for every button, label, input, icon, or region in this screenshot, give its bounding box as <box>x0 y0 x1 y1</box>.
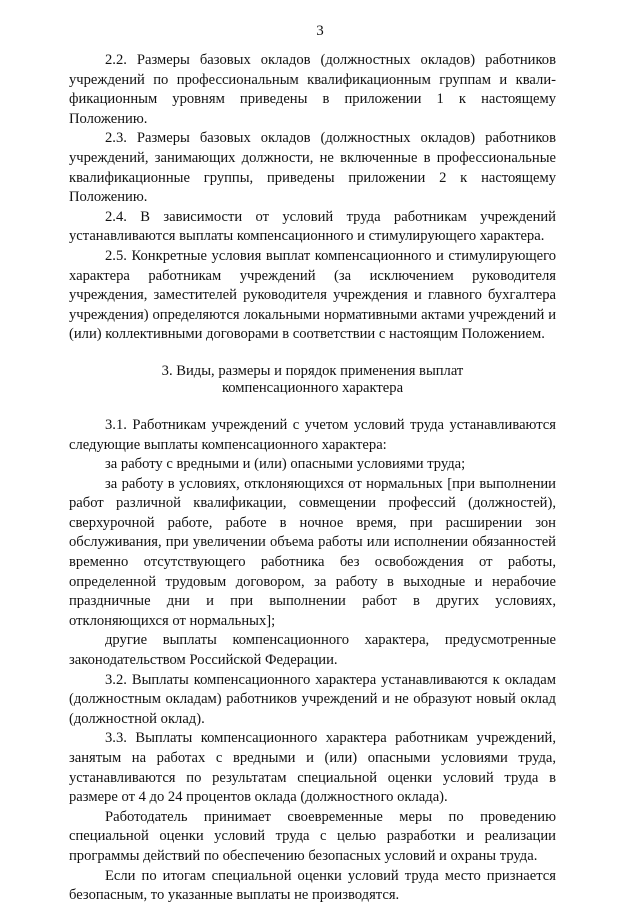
paragraph-2-2: 2.2. Размеры базовых окладов (должностных окладов) работников учреждений по профессиональным квалификационным группам и квалификационным уровням приведены в приложении 1 к настоящему Положению. <box>69 52 556 127</box>
section-heading-line-1: 3. Виды, размеры и порядок применения выплат <box>161 362 464 379</box>
paragraph-2-4: 2.4. В зависимости от условий труда работникам учреждений устанавливаются выплаты компенсационного и стимулирующего характера. <box>69 208 556 245</box>
paragraph-3-1: 3.1. Работникам учреждений с учетом условий труда устанавливаются следующие выплаты компенсационного характера: <box>69 416 556 453</box>
paragraph-2-3: 2.3. Размеры базовых окладов (должностных окладов) работников учреждений, занимающих должности, не включенные в профессиональные квалификационные группы, приведены приложении 2 к настоящему Положению. <box>69 130 556 206</box>
paragraph-safe-workplace: Если по итогам специальной оценки условий труда место признается безопасным, то указанные выплаты не производятся. <box>69 867 556 904</box>
paragraph-3-3: 3.3. Выплаты компенсационного характера работникам учреждений, занятым на работах с вредными и (или) опасными условиями труда, устанавливаются по результатам специальной оценки условий труда в размере от 4 до 24 процентов оклада (должностного оклада). <box>69 730 556 806</box>
paragraph-2-5: 2.5. Конкретные условия выплат компенсационного и стимулирующего характера работникам учреждений (за исключением руководителя учреждения, заместителей руководителя учреждения и главного бухгалтера учреждения) определяются локальными нормативными актами учреждений и (или) коллективными договорами в соответствии с настоящим Положением. <box>69 247 556 343</box>
section-heading-line-2: компенсационного характера <box>221 379 404 396</box>
list-item-hazardous-conditions: за работу с вредными и (или) опасными условиями труда; <box>105 456 466 473</box>
list-item-abnormal-conditions: за работу в условиях, отклоняющихся от нормальных [при выполнении работ различной квалификации, совмещении профессий (должностей), сверхурочной работе, работе в ночное время, при расширении зон обслуживания, при увеличении объема работы или исполнении обязанностей временно отсутствующего работника без освобождения от работы, определенной трудовым договором, за работу в выходные и нерабочие праздничные дни и при выполнении работ в других условиях, отклоняющихся от нормальных]; <box>69 475 556 629</box>
paragraph-3-2: 3.2. Выплаты компенсационного характера устанавливаются к окладам (должностным окладам) работников учреждений и не образуют новый оклад (должностной оклад). <box>69 671 556 727</box>
list-item-other-payments: другие выплаты компенсационного характера, предусмотренные законодательством Российской Федерации. <box>69 632 556 669</box>
document-body <box>69 51 556 906</box>
section-heading <box>69 363 556 397</box>
paragraph-employer-measures: Работодатель принимает своевременные меры по проведению специальной оценки условий труда с целью разработки и реализации программы действий по обеспечению безопасных условий и охраны труда. <box>69 808 556 864</box>
page-number: 3 <box>316 23 324 39</box>
